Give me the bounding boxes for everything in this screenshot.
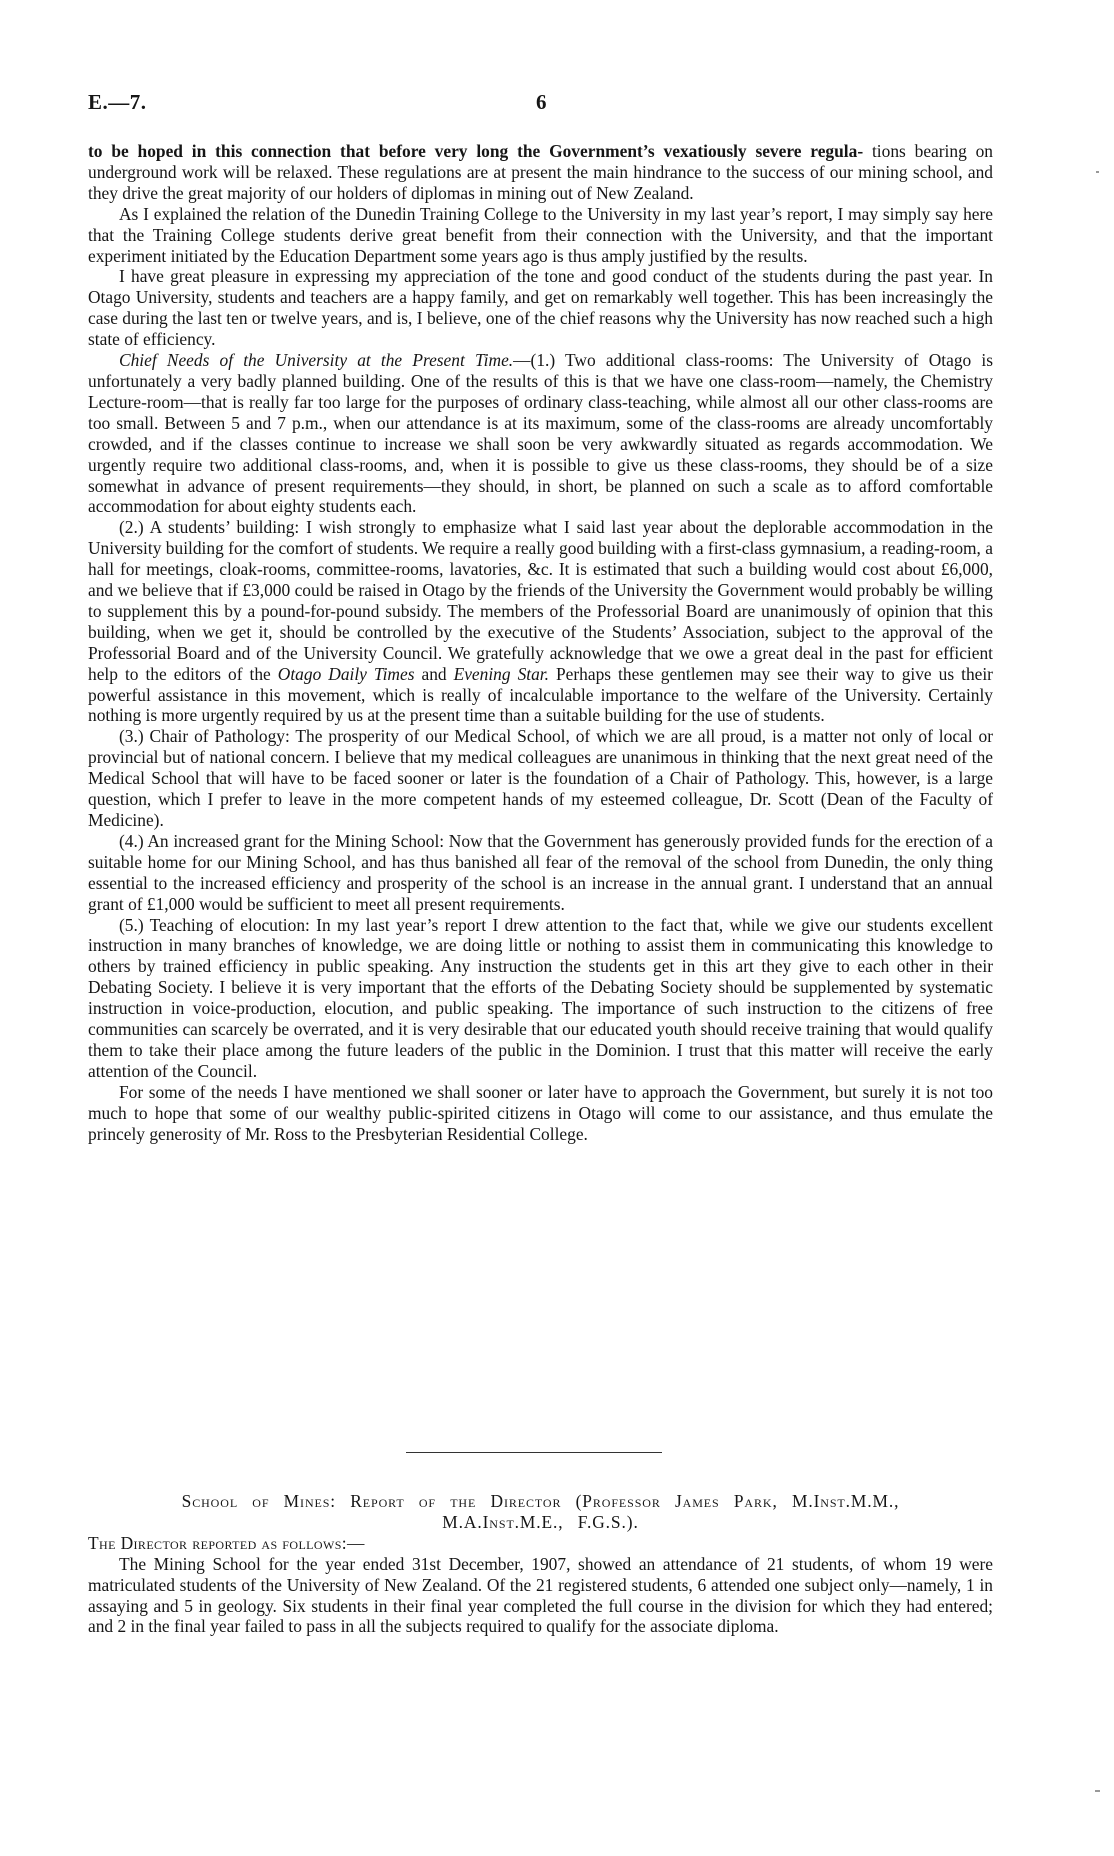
paragraph: I have great pleasure in expressing my appreciation of the tone and good conduct of the students during the past year. In Otago University, students and teachers are a happy family, and get on remarkably well together. This has been increasingly the case during the last ten or twelve years, and is, I believe, one of the chief reasons why the University has now reached such a high state of efficiency.	[88, 266, 993, 350]
section-divider	[406, 1452, 662, 1453]
paragraph: (3.) Chair of Pathology: The prosperity of our Medical School, of which we are all proud, is a matter not only of local or provincial but of national concern. I believe that my medical colleagues are unanimous in thinking that the next great need of the Medical School that will have to be faced sooner or later is the foundation of a Chair of Pathology. This, however, is a large question, which I prefer to leave in the more competent hands of my esteemed colleague, Dr. Scott (Dean of the Faculty of Medicine).	[88, 726, 993, 830]
section-heading	[88, 1491, 993, 1533]
paragraph: (4.) An increased grant for the Mining School: Now that the Government has generously provided funds for the erection of a suitable home for our Mining School, and has thus banished all fear of the removal of the school from Dunedin, the only thing essential to the increased efficiency and prosperity of the school is an increase in the annual grant. I understand that an annual grant of £1,000 would be sufficient to meet all present requirements.	[88, 830, 993, 914]
section-heading-line: M.A.Inst.M.E., F.G.S.).	[442, 1511, 639, 1532]
scan-mark	[1095, 1790, 1100, 1792]
paragraph: As I explained the relation of the Dunedin Training College to the University in my last year’s report, I may simply say here that the Training College students derive great benefit from their connection with the University, and that the important experiment initiated by the Education Department some years ago is thus amply justified by the results.	[88, 203, 993, 266]
report-body	[88, 141, 993, 1145]
newspaper-title: Evening Star.	[453, 663, 549, 684]
paragraph	[88, 141, 993, 204]
section-heading-line: School of Mines: Report of the Director (Professor James Park, M.Inst.M.M.,	[181, 1491, 900, 1511]
paragraph	[88, 350, 993, 517]
section-subheading: Chief Needs of the University at the Present Time.	[119, 350, 514, 371]
scan-mark	[1096, 171, 1099, 173]
page-number: 6	[536, 90, 547, 114]
paragraph: The Mining School for the year ended 31st December, 1907, showed an attendance of 21 students, of whom 19 were matriculated students of the University of New Zealand. Of the 21 registered students, 6 attended one subject only—namely, 1 in assaying and 5 in geology. Six students in their final year completed the full course in the division for which they had entered; and 2 in the final year failed to pass in all the subjects required to qualify for the associate diploma.	[88, 1553, 993, 1637]
text-run: —(1.) Two additional class-rooms: The University of Otago is unfortunately a very badly planned building. One of the results of this is that we have one class-room—namely, the Chemistry Lecture-room—that is really far too large for the purposes of ordinary class-teaching, while almost all our other class-rooms are too small. Between 5 and 7 p.m., when our attendance is at its maximum, some of the class-rooms are already uncomfortably crowded, and if the classes continue to increase we shall soon be very awkwardly situated as regards accommodation. We urgently require two additional class-rooms, and, when it is possible to give us these class-rooms, they should be of a size somewhat in advance of present requirements—they should, in short, be planned on such a scale as to afford comfortable accommodation for about eighty students each.	[88, 350, 994, 517]
text-run: (2.) A students’ building: I wish strongly to emphasize what I said last year about the deplorable accommodation in the University building for the comfort of students. We require a really good building with a first-class gymnasium, a reading-room, a hall for meetings, cloak-rooms, committee-rooms, lavatories, &c. It is estimated that such a building would cost about £6,000, and we believe that if £3,000 could be raised in Otago by the friends of the University the Government would probably be willing to supplement this by a pound-for-pound subsidy. The members of the Professorial Board are unanimously of opinion that this building, when we get it, should be controlled by the executive of the Students’ Association, subject to the approval of the Professorial Board and of the University Council. We gratefully acknowledge that we owe a great deal in the past for efficient help to the editors of the	[88, 517, 993, 684]
page-header	[88, 90, 993, 120]
newspaper-title: Otago Daily Times	[277, 663, 415, 684]
text-run: tions bearing on underground work will be relaxed. These regulations are at present the main hindrance to the success of our mining school, and they drive the great majority of our holders of diplomas in mining out of New Zealand.	[88, 141, 993, 203]
bold-text: to be hoped in this connection that before very long the Government’s vexatiously severe regula-	[88, 141, 864, 161]
paragraph: For some of the needs I have mentioned we shall sooner or later have to approach the Government, but surely it is not too much to hope that some of our wealthy public-spirited citizens in Otago will come to our assistance, and thus emulate the princely generosity of Mr. Ross to the Presbyterian Residential College.	[88, 1081, 993, 1144]
text-run: and	[414, 663, 454, 684]
paragraph	[88, 517, 993, 726]
section-intro: The Director reported as follows:—	[88, 1532, 365, 1553]
paragraph: (5.) Teaching of elocution: In my last year’s report I drew attention to the fact that, while we give our students excellent instruction in many branches of knowledge, we are doing little or nothing to assist them in communicating this knowledge to others by trained efficiency in public speaking. Any instruction the students get in this art they give to each other in their Debating Society. I believe it is very important that the efforts of the Debating Society should be supplemented by systematic instruction in voice-production, elocution, and public speaking. The importance of such instruction to the citizens of free communities can scarcely be overrated, and it is very desirable that our educated youth should receive training that would qualify them to take their place among the future leaders of the public in the Dominion. I trust that this matter will receive the early attention of the Council.	[88, 914, 993, 1081]
document-reference: E.—7.	[88, 90, 147, 114]
text-run: Perhaps these gentlemen may see their way to give us their powerful assistance in this movement, which is really of incalculable importance to the welfare of the University. Certainly nothing is more urgently required by us at the present time than a suitable building for the use of students.	[88, 663, 993, 726]
school-of-mines-section	[88, 1491, 993, 1637]
